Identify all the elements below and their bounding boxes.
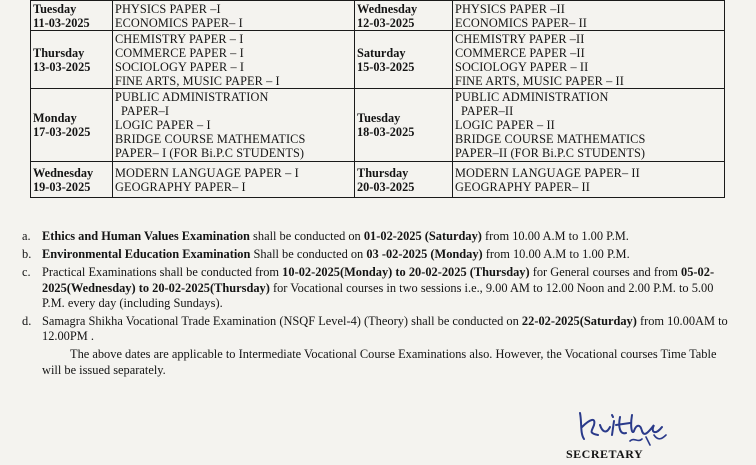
secretary-title: SECRETARY [566, 447, 644, 461]
exam-weekday: Thursday [357, 165, 409, 180]
note-bold-text: Environmental Education Examination [42, 247, 251, 262]
note-d [22, 314, 734, 344]
exam-subject: BRIDGE COURSE MATHEMATICS [455, 132, 646, 146]
exam-weekday: Tuesday [357, 111, 401, 125]
exam-subject: PAPER–II (FOR Bi.P.C STUDENTS) [455, 146, 646, 160]
note-a [22, 229, 734, 244]
exam-date: 15-03-2025 [357, 59, 415, 74]
note-label: b. [22, 247, 32, 262]
exam-subject: FINE ARTS, MUSIC PAPER – I [115, 73, 280, 88]
exam-weekday: Monday [33, 111, 77, 125]
exam-day-cell [31, 162, 113, 198]
exam-subject: BRIDGE COURSE MATHEMATICS [115, 132, 306, 146]
exam-weekday: Wednesday [33, 165, 94, 180]
note-date: 22-02-2025(Saturday) [521, 314, 637, 329]
note-text: shall be conducted on [249, 229, 364, 243]
exam-weekday: Thursday [33, 45, 85, 60]
exam-day-cell [355, 162, 453, 198]
exam-subject: MODERN LANGUAGE PAPER – I [115, 165, 299, 180]
note-date: 03 -02-2025 (Monday) [366, 247, 483, 262]
handwritten-signature-icon [570, 405, 680, 447]
exam-subject: LOGIC PAPER – II [455, 118, 555, 132]
note-date: 01-02-2025 (Saturday) [363, 229, 482, 243]
note-text: Shall be conducted on [250, 247, 367, 262]
exam-subjects-cell [453, 31, 725, 89]
exam-date: 17-03-2025 [33, 125, 91, 139]
note-text: from 10.00 A.M to 1.00 P.M. [481, 229, 629, 243]
exam-subject: GEOGRAPHY PAPER– II [455, 179, 590, 194]
exam-subjects-cell [453, 89, 725, 162]
exam-subjects-cell [453, 162, 725, 198]
exam-subject: LOGIC PAPER – I [115, 118, 211, 132]
exam-date: 18-03-2025 [357, 125, 415, 139]
exam-date: 19-03-2025 [33, 179, 91, 194]
note-b [22, 247, 734, 262]
exam-weekday: Saturday [357, 45, 406, 60]
exam-subjects-cell [113, 162, 355, 198]
note-c [22, 265, 734, 311]
exam-day-cell [355, 31, 453, 89]
exam-day-cell [355, 1, 453, 31]
note-text: from 10.00AM to 12.00PM . [42, 314, 728, 344]
exam-date: 12-03-2025 [357, 15, 415, 30]
note-text: Samagra Shikha Vocational Trade Examination (NSQF Level-4) (Theory) shall be conducted on [42, 314, 522, 329]
exam-subject: PHYSICS PAPER –II [455, 1, 565, 16]
exam-subjects-cell [113, 89, 355, 162]
exam-subject: COMMERCE PAPER – I [115, 45, 244, 60]
exam-weekday: Tuesday [33, 1, 77, 16]
note-text: from 10.00 A.M to 1.00 P.M. [482, 247, 630, 262]
exam-subject: CHEMISTRY PAPER – I [115, 31, 244, 46]
exam-subject: COMMERCE PAPER –II [455, 45, 585, 60]
exam-subject: PAPER– I (FOR Bi.P.C STUDENTS) [115, 146, 305, 160]
exam-subject: PAPER–II [461, 104, 514, 118]
timetable-row [31, 162, 725, 198]
exam-subject: PUBLIC ADMINISTRATION [455, 90, 609, 104]
closing-paragraph: The above dates are applicable to Intermediate Vocational Course Examinations also. However, the Vocational courses Time Table will be issued separately. [42, 347, 717, 377]
exam-timetable [30, 0, 725, 198]
exam-subject: PAPER–I [121, 104, 170, 118]
timetable-row [31, 1, 725, 31]
exam-subject: ECONOMICS PAPER– I [115, 15, 243, 30]
timetable-row [31, 31, 725, 89]
exam-subjects-cell [453, 1, 725, 31]
note-text: for Vocational courses in two sessions i.e., 9.00 AM to 12.00 Noon and 2.00 P.M. to 5.00 P.M. every day (including Sundays). [42, 280, 714, 310]
exam-subject: CHEMISTRY PAPER –II [455, 31, 585, 46]
exam-subject: MODERN LANGUAGE PAPER– II [455, 165, 640, 180]
exam-subject: PHYSICS PAPER –I [115, 1, 221, 16]
exam-subjects-cell [113, 1, 355, 31]
note-date: 10-02-2025(Monday) to 20-02-2025 (Thursday) [282, 265, 530, 280]
exam-subject: FINE ARTS, MUSIC PAPER – II [455, 73, 624, 88]
timetable-row [31, 89, 725, 162]
exam-subjects-cell [113, 31, 355, 89]
note-label: c. [22, 265, 31, 280]
exam-subject: PUBLIC ADMINISTRATION [115, 90, 269, 104]
exam-day-cell [31, 89, 113, 162]
exam-subject: SOCIOLOGY PAPER – II [455, 59, 589, 74]
exam-notes [22, 229, 734, 378]
note-label: a. [22, 229, 31, 243]
exam-day-cell [355, 89, 453, 162]
note-label: d. [22, 314, 32, 329]
exam-date: 13-03-2025 [33, 59, 91, 74]
note-text: for General courses and from [529, 265, 682, 280]
note-bold-text: Ethics and Human Values Examination [42, 229, 250, 243]
note-date: 05-02-2025(Wednesday) to 20-02-2025(Thursday) [42, 265, 715, 295]
exam-day-cell [31, 31, 113, 89]
exam-weekday: Wednesday [357, 1, 418, 16]
exam-day-cell [31, 1, 113, 31]
exam-date: 11-03-2025 [33, 15, 90, 30]
exam-subject: ECONOMICS PAPER– II [455, 15, 587, 30]
exam-date: 20-03-2025 [357, 179, 415, 194]
note-text: Practical Examinations shall be conducted from [42, 265, 283, 280]
exam-subject: GEOGRAPHY PAPER– I [115, 179, 246, 194]
exam-subject: SOCIOLOGY PAPER – I [115, 59, 245, 74]
